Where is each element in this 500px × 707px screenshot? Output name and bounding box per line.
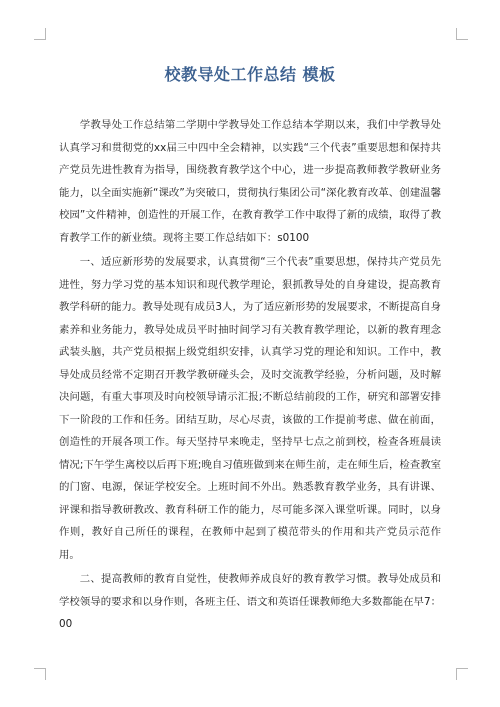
crop-mark-top-left [34, 28, 46, 40]
paragraph-section-1: 一、适应新形势的发展要求，认真贯彻“三个代表”重要思想，保持共产党员先进性，努力学习党的基本知识和现代教学理论，狠抓教导处的自身建设，提高教育教学科研的能力。教导处现有成员3人，为了适应新形势的发展要求，不断提高自身素养和业务能力，教导处成员平时抽时间学习有关教育教学理论，以新的教育理念武装头脑，共产党员根据上级党组织安排，认真学习党的理论和知识。工作中，教导处成员经常不定期召开教学教研碰头会，及时交流教学经验，分析问题，及时解决问题，有重大事项及时向校领导请示汇报;不断总结前段的工作，研究和部署安排下一阶段的工作和任务。团结互助，尽心尽责，该做的工作提前考虑、做在前面，创造性的开展各项工作。每天坚持早来晚走，坚持早七点之前到校，检查各班晨读情况;下午学生离校以后再下班;晚自习值班做到来在师生前，走在师生后，检查教室的门窗、电源，保证学校安全。上班时间不外出。熟悉教育教学业务，具有讲课、评课和指导教研教改、教育科研工作的能力，尽可能多深入课堂听课。同时，以身作则，教好自己所任的课程，在教师中起到了模范带头的作用和共产党员示范作用。 [59, 256, 441, 561]
paragraph-section-2: 二、提高教师的教育自觉性，使教师养成良好的教育教学习惯。教导处成员和学校领导的要求和以身作则，各班主任、语文和英语任课教师绝大多数都能在早7：00 [59, 573, 441, 630]
document-body [59, 114, 441, 638]
crop-mark-bottom-right [456, 668, 468, 680]
crop-mark-bottom-left [34, 668, 46, 680]
paragraph-intro: 学教导处工作总结第二学期中学教导处工作总结本学期以来，我们中学教导处认真学习和贯彻党的xx届三中四中全会精神，以实践“三个代表”重要思想和保持共产党员先进性教育为指导，围绕教育教学这个中心，进一步提高教师教学教研业务能力，以全面实施新“课改”为突破口，贯彻执行集团公司“深化教育改革、创建温馨校园”文件精神，创造性的开展工作，在教育教学工作中取得了新的成绩，取得了教育教学工作的新业绩。现将主要工作总结如下：s0100 [59, 119, 441, 244]
document-title: 校教导处工作总结 模板 [164, 65, 336, 84]
crop-mark-top-right [456, 28, 468, 40]
